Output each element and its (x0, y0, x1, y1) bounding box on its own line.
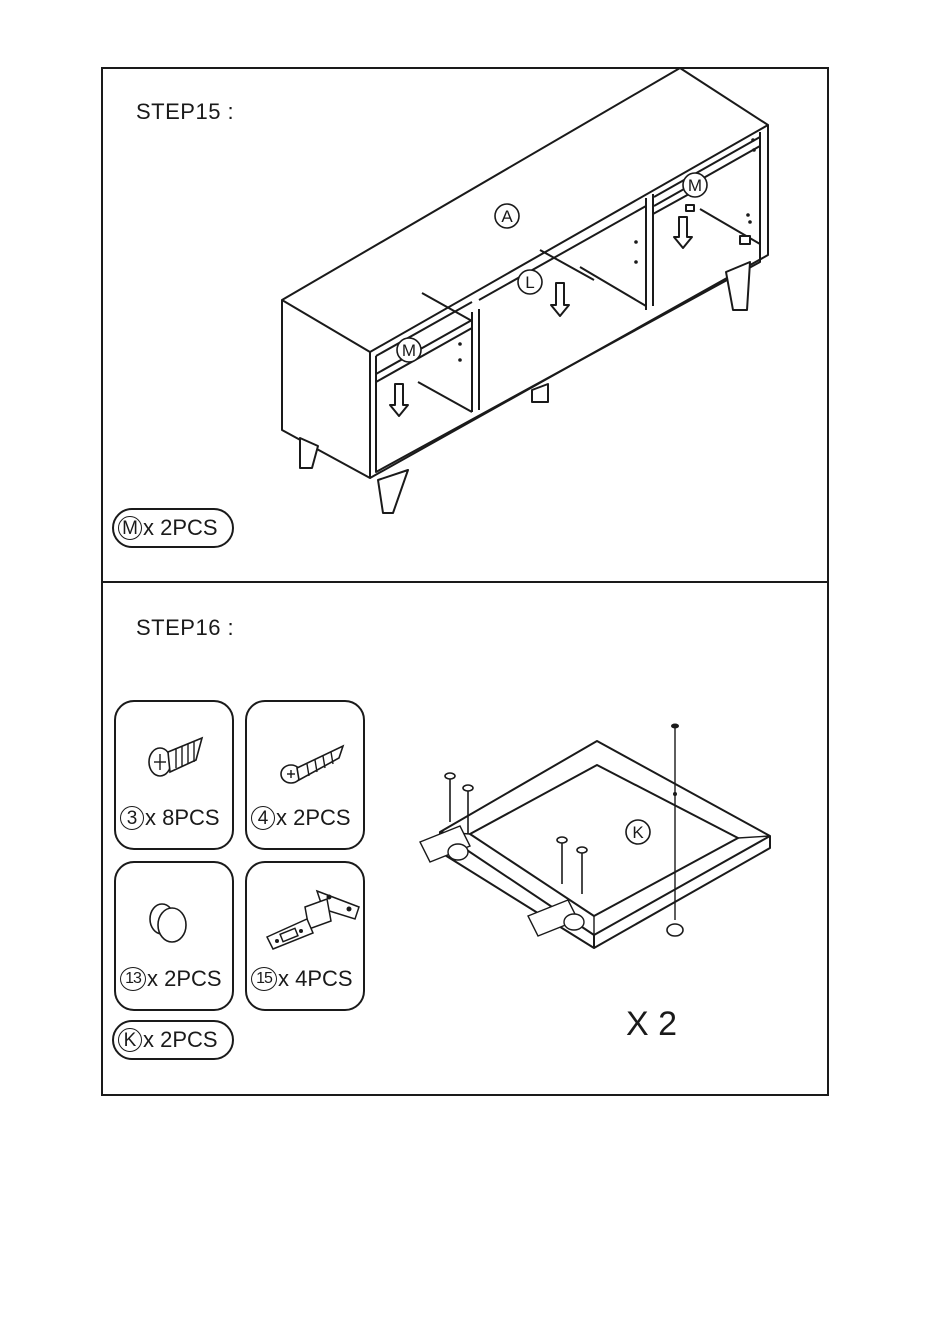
part-4-qty: x 2PCS (276, 805, 351, 830)
part-13-qty: x 2PCS (147, 966, 222, 991)
part-label-l: L (525, 273, 535, 292)
step16-title: STEP16 : (136, 615, 235, 640)
part-15-badge: 15 (251, 967, 277, 991)
part-label-m-right: M (687, 176, 703, 195)
part-m-badge: M (118, 516, 142, 540)
part-label-a: A (501, 207, 513, 226)
part-m-qty: x 2PCS (143, 515, 218, 540)
part-k-qty: x 2PCS (143, 1027, 218, 1052)
part-3-qty: x 8PCS (145, 805, 220, 830)
part-label-k: K (632, 823, 644, 842)
part-k-badge: K (118, 1028, 142, 1052)
part-label-m-left: M (401, 341, 417, 360)
part-4-badge: 4 (251, 806, 275, 830)
multiplier-label: X 2 (626, 1005, 678, 1043)
part-15-qty: x 4PCS (278, 966, 353, 991)
part-3-badge: 3 (120, 806, 144, 830)
part-13-badge: 13 (120, 967, 146, 991)
step15-title: STEP15 : (136, 99, 235, 124)
